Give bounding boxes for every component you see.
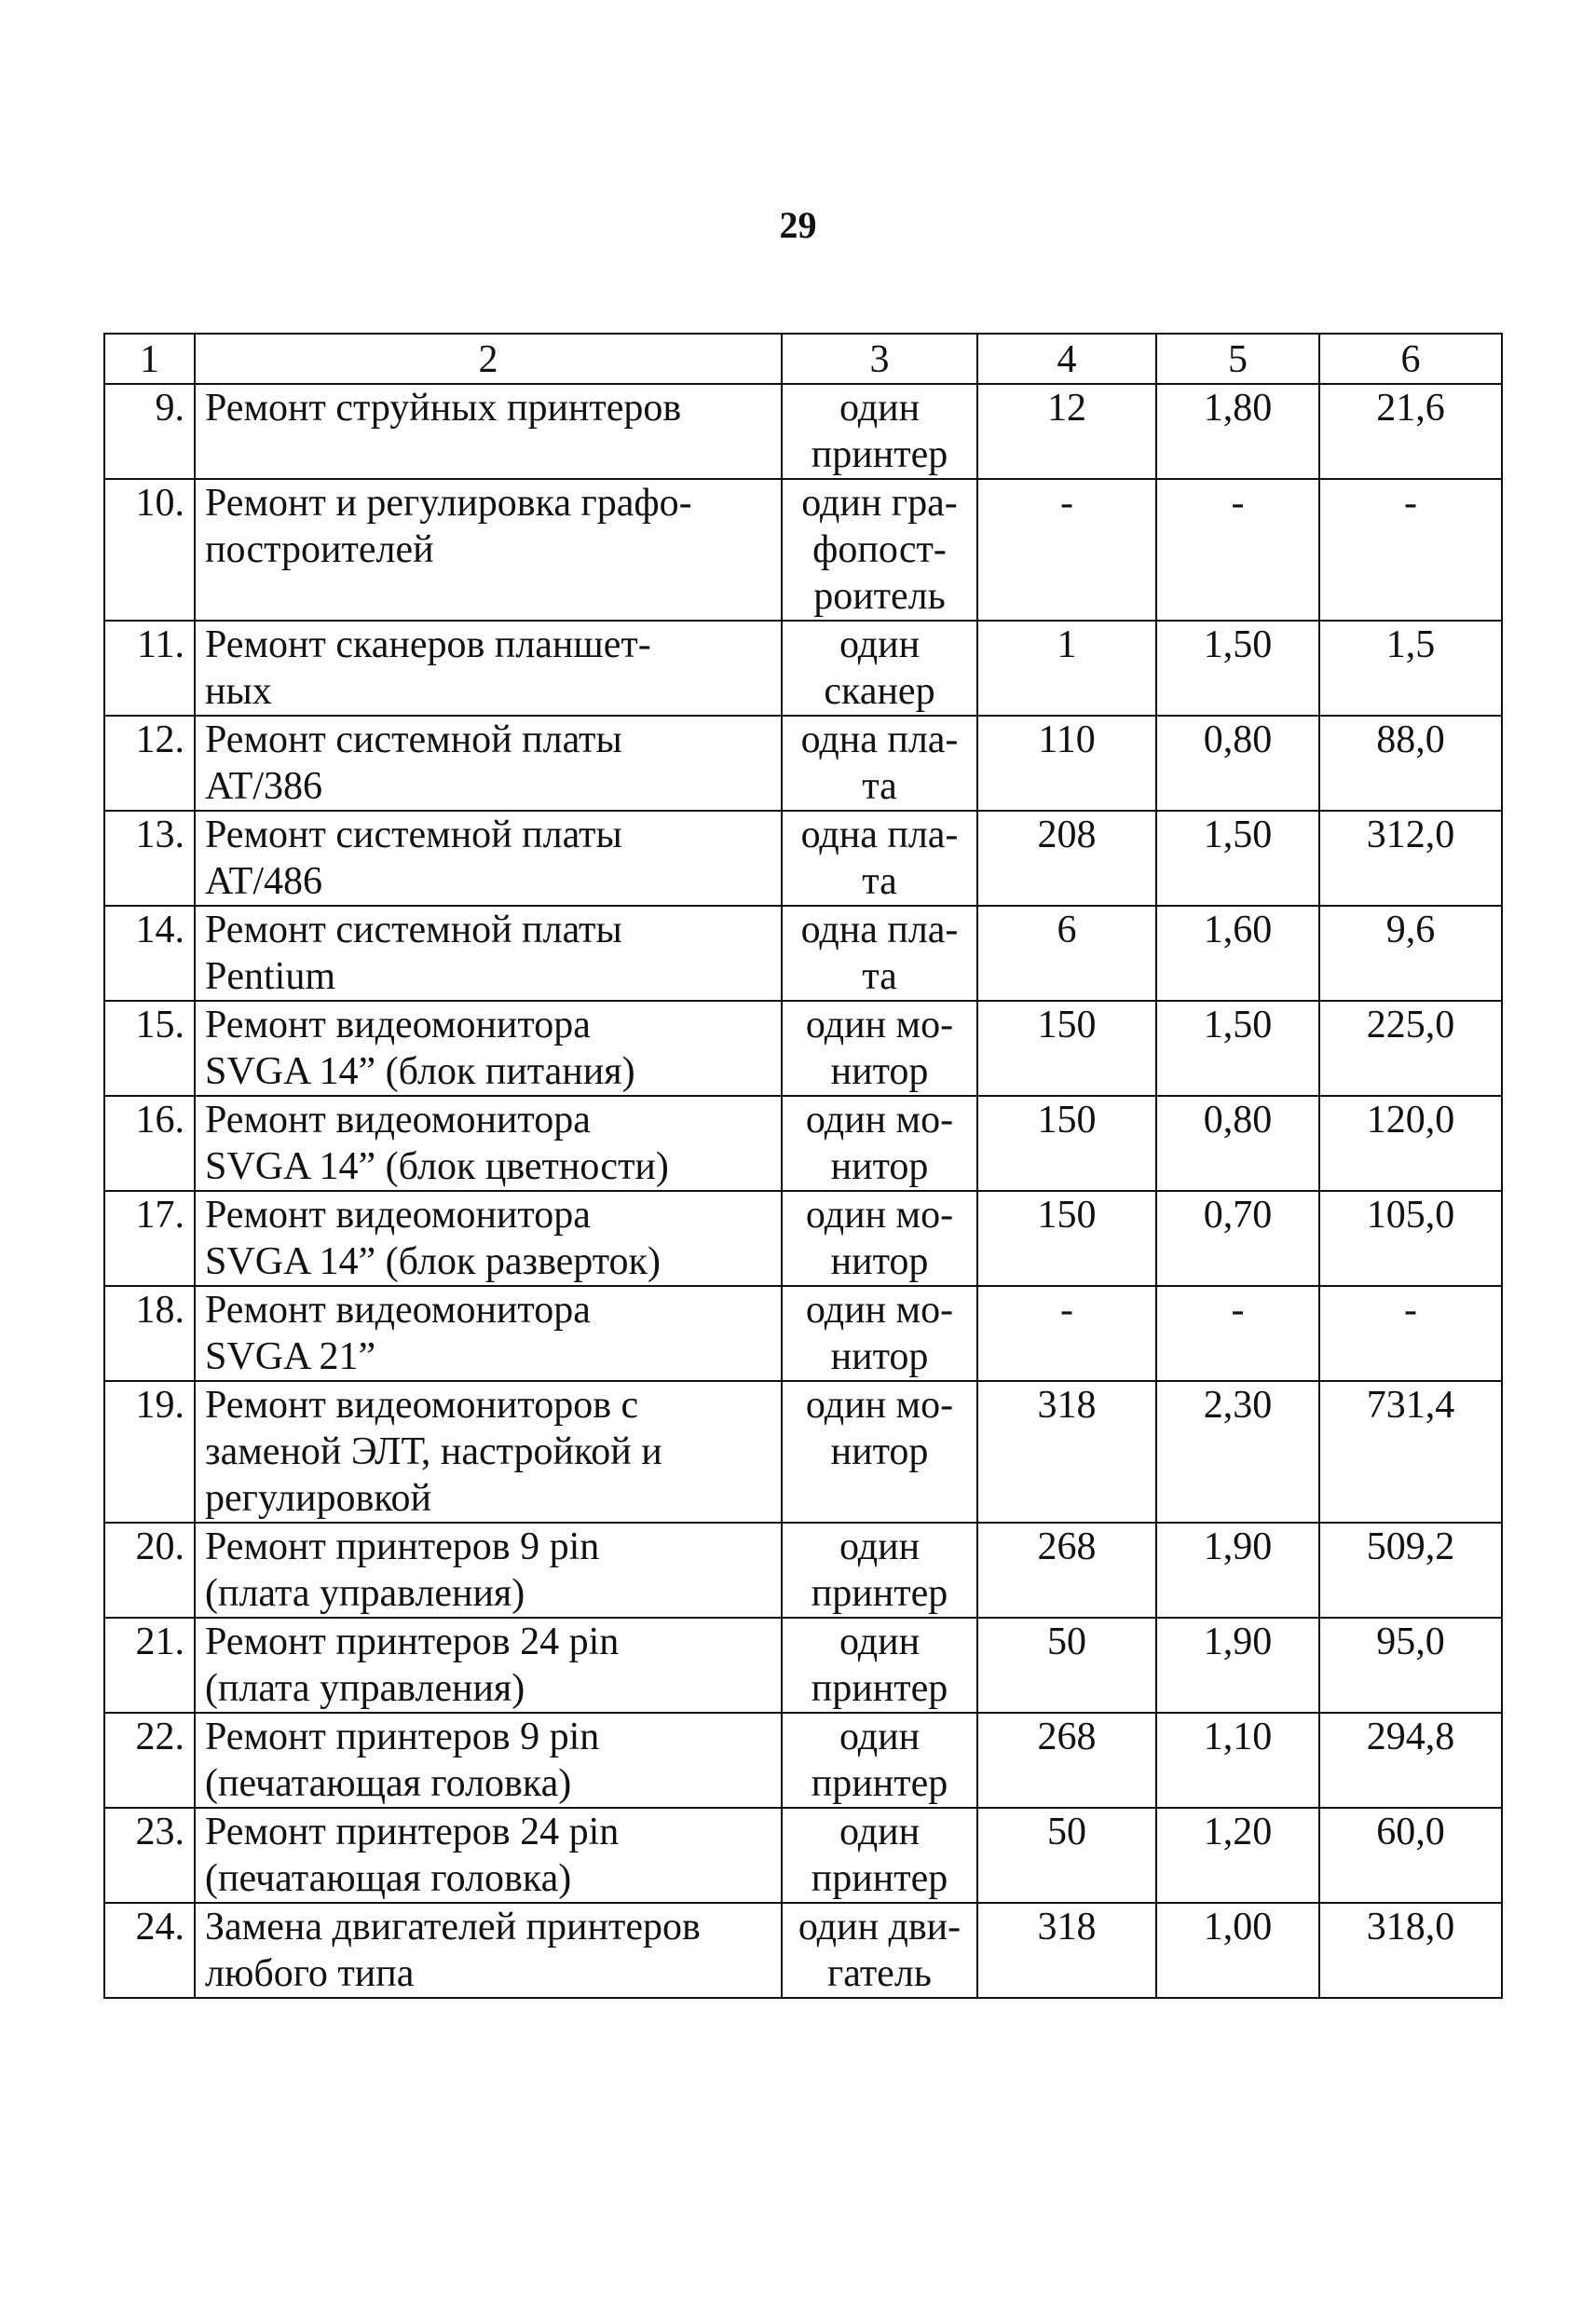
rate-value: 1,20	[1156, 1808, 1319, 1903]
item-name-line: Pentium	[205, 955, 336, 998]
unit-line: принтер	[811, 433, 948, 476]
rate-value: 0,70	[1156, 1191, 1319, 1286]
rate-value: -	[1156, 479, 1319, 621]
unit-line: одна пла-	[800, 718, 959, 761]
item-name	[195, 906, 782, 1001]
item-name-line: Ремонт видеомонитора	[205, 1099, 591, 1142]
row-number: 13.	[104, 811, 195, 906]
item-name-line: Ремонт системной платы	[205, 718, 622, 761]
unit-line: нитор	[830, 1430, 929, 1473]
item-name-line: Ремонт принтеров 9 pin	[205, 1716, 600, 1758]
table-row	[104, 384, 1502, 479]
table-row	[104, 1618, 1502, 1713]
unit-line: принтер	[811, 1762, 948, 1805]
table-row	[104, 1808, 1502, 1903]
unit-of-measure	[782, 906, 977, 1001]
quantity-value: 110	[977, 716, 1156, 811]
row-number: 22.	[104, 1713, 195, 1808]
unit-of-measure	[782, 479, 977, 621]
quantity-value: 268	[977, 1713, 1156, 1808]
row-number: 24.	[104, 1903, 195, 1998]
item-name-line: (печатающая головка)	[205, 1762, 572, 1805]
quantity-value: 150	[977, 1001, 1156, 1096]
unit-of-measure	[782, 1001, 977, 1096]
table-row	[104, 1096, 1502, 1191]
rate-value: 2,30	[1156, 1381, 1319, 1523]
row-number: 9.	[104, 384, 195, 479]
unit-of-measure	[782, 1191, 977, 1286]
item-name	[195, 621, 782, 716]
unit-line: фопост-	[812, 528, 947, 571]
unit-line: один	[839, 623, 921, 666]
table-row	[104, 1903, 1502, 1998]
rate-value: 0,80	[1156, 716, 1319, 811]
item-name	[195, 1191, 782, 1286]
unit-of-measure	[782, 1713, 977, 1808]
rate-value: 1,90	[1156, 1618, 1319, 1713]
item-name	[195, 1903, 782, 1998]
header-row	[104, 334, 1502, 384]
quantity-value: 150	[977, 1191, 1156, 1286]
unit-of-measure	[782, 1523, 977, 1618]
item-name	[195, 1618, 782, 1713]
rate-value: 1,80	[1156, 384, 1319, 479]
unit-of-measure	[782, 1903, 977, 1998]
row-number: 12.	[104, 716, 195, 811]
item-name-line: SVGA 14” (блок питания)	[205, 1050, 635, 1093]
quantity-value: 150	[977, 1096, 1156, 1191]
item-name-line: (плата управления)	[205, 1667, 525, 1710]
item-name-line: Ремонт видеомонитора	[205, 1004, 591, 1046]
row-number: 21.	[104, 1618, 195, 1713]
unit-of-measure	[782, 811, 977, 906]
row-number: 11.	[104, 621, 195, 716]
rate-value: 1,60	[1156, 906, 1319, 1001]
item-name-line: Ремонт видеомонитора	[205, 1194, 591, 1237]
unit-line: та	[862, 765, 897, 808]
unit-line: один мо-	[805, 1099, 954, 1142]
total-value: 60,0	[1319, 1808, 1502, 1903]
total-value: 21,6	[1319, 384, 1502, 479]
total-value: 9,6	[1319, 906, 1502, 1001]
unit-line: принтер	[811, 1857, 948, 1900]
total-value: 225,0	[1319, 1001, 1502, 1096]
item-name-line: Ремонт принтеров 24 pin	[205, 1811, 620, 1853]
total-value: 318,0	[1319, 1903, 1502, 1998]
unit-line: та	[862, 860, 897, 903]
rate-value: -	[1156, 1286, 1319, 1381]
table-row	[104, 1713, 1502, 1808]
table-row	[104, 1381, 1502, 1523]
unit-line: один дви-	[798, 1906, 962, 1949]
unit-line: принтер	[811, 1667, 948, 1710]
item-name-line: Ремонт принтеров 9 pin	[205, 1525, 600, 1568]
table-row	[104, 906, 1502, 1001]
row-number: 10.	[104, 479, 195, 621]
item-name	[195, 811, 782, 906]
item-name	[195, 1713, 782, 1808]
item-name	[195, 1286, 782, 1381]
total-value: 95,0	[1319, 1618, 1502, 1713]
unit-line: один	[839, 387, 921, 430]
page-number: 29	[779, 204, 817, 246]
item-name	[195, 716, 782, 811]
unit-line: принтер	[811, 1572, 948, 1615]
header-col-6: 6	[1319, 334, 1502, 384]
quantity-value: -	[977, 1286, 1156, 1381]
row-number: 20.	[104, 1523, 195, 1618]
table-row	[104, 1523, 1502, 1618]
quantity-value: 12	[977, 384, 1156, 479]
unit-line: нитор	[830, 1240, 929, 1283]
unit-line: нитор	[830, 1145, 929, 1188]
unit-line: сканер	[824, 670, 935, 713]
quantity-value: 1	[977, 621, 1156, 716]
unit-line: один	[839, 1716, 921, 1758]
quantity-value: 50	[977, 1618, 1156, 1713]
quantity-value: 6	[977, 906, 1156, 1001]
row-number: 18.	[104, 1286, 195, 1381]
item-name	[195, 1381, 782, 1523]
item-name-line: Ремонт видеомонитора	[205, 1289, 591, 1332]
total-value: 294,8	[1319, 1713, 1502, 1808]
total-value: -	[1319, 1286, 1502, 1381]
unit-line: один мо-	[805, 1004, 954, 1046]
table-row	[104, 479, 1502, 621]
quantity-value: 208	[977, 811, 1156, 906]
total-value: 120,0	[1319, 1096, 1502, 1191]
total-value: -	[1319, 479, 1502, 621]
row-number: 17.	[104, 1191, 195, 1286]
unit-of-measure	[782, 716, 977, 811]
quantity-value: 268	[977, 1523, 1156, 1618]
total-value: 731,4	[1319, 1381, 1502, 1523]
unit-line: нитор	[830, 1335, 929, 1378]
unit-line: один мо-	[805, 1289, 954, 1332]
header-col-5: 5	[1156, 334, 1319, 384]
item-name-line: регулировкой	[205, 1477, 432, 1520]
item-name-line: Замена двигателей принтеров	[205, 1906, 701, 1949]
unit-line: одна пла-	[800, 909, 959, 951]
unit-line: нитор	[830, 1050, 929, 1093]
item-name-line: Ремонт системной платы	[205, 814, 622, 856]
quantity-value: 50	[977, 1808, 1156, 1903]
quantity-value: -	[977, 479, 1156, 621]
item-name-line: любого типа	[205, 1952, 415, 1995]
unit-of-measure	[782, 1381, 977, 1523]
row-number: 23.	[104, 1808, 195, 1903]
rate-value: 0,80	[1156, 1096, 1319, 1191]
quantity-value: 318	[977, 1903, 1156, 1998]
rate-value: 1,50	[1156, 811, 1319, 906]
item-name-line: SVGA 14” (блок разверток)	[205, 1240, 661, 1283]
unit-of-measure	[782, 1808, 977, 1903]
item-name-line: ных	[205, 670, 272, 713]
item-name-line: Ремонт струйных принтеров	[205, 387, 682, 430]
unit-of-measure	[782, 621, 977, 716]
item-name	[195, 384, 782, 479]
unit-of-measure	[782, 384, 977, 479]
unit-of-measure	[782, 1618, 977, 1713]
item-name	[195, 1001, 782, 1096]
header-col-3: 3	[782, 334, 977, 384]
item-name-line: заменой ЭЛТ, настройкой и	[205, 1430, 662, 1473]
item-name-line: Ремонт видеомониторов с	[205, 1384, 639, 1427]
table-row	[104, 1286, 1502, 1381]
unit-line: один	[839, 1811, 921, 1853]
item-name-line: (печатающая головка)	[205, 1857, 572, 1900]
row-number: 14.	[104, 906, 195, 1001]
rate-value: 1,50	[1156, 1001, 1319, 1096]
row-number: 16.	[104, 1096, 195, 1191]
unit-line: один гра-	[801, 482, 958, 525]
rate-value: 1,10	[1156, 1713, 1319, 1808]
header-col-4: 4	[977, 334, 1156, 384]
rate-value: 1,50	[1156, 621, 1319, 716]
item-name-line: Ремонт сканеров планшет-	[205, 623, 651, 666]
total-value: 88,0	[1319, 716, 1502, 811]
item-name	[195, 1808, 782, 1903]
item-name-line: SVGA 14” (блок цветности)	[205, 1145, 669, 1188]
total-value: 1,5	[1319, 621, 1502, 716]
total-value: 312,0	[1319, 811, 1502, 906]
item-name-line: Ремонт системной платы	[205, 909, 622, 951]
price-table	[103, 333, 1503, 1999]
item-name-line: SVGA 21”	[205, 1335, 376, 1378]
table-row	[104, 811, 1502, 906]
header-col-2: 2	[195, 334, 782, 384]
item-name-line: AT/386	[205, 765, 322, 808]
table-body	[104, 384, 1502, 1998]
unit-line: одна пла-	[800, 814, 959, 856]
row-number: 15.	[104, 1001, 195, 1096]
rate-value: 1,90	[1156, 1523, 1319, 1618]
unit-line: гатель	[827, 1952, 932, 1995]
unit-line: один	[839, 1620, 921, 1663]
table-row	[104, 1001, 1502, 1096]
table-row	[104, 716, 1502, 811]
item-name	[195, 479, 782, 621]
table-row	[104, 1191, 1502, 1286]
total-value: 509,2	[1319, 1523, 1502, 1618]
table-row	[104, 621, 1502, 716]
rate-value: 1,00	[1156, 1903, 1319, 1998]
item-name-line: Ремонт и регулировка графо-	[205, 482, 692, 525]
total-value: 105,0	[1319, 1191, 1502, 1286]
item-name-line: построителей	[205, 528, 434, 571]
quantity-value: 318	[977, 1381, 1156, 1523]
unit-line: один мо-	[805, 1194, 954, 1237]
unit-line: один	[839, 1525, 921, 1568]
header-col-1: 1	[104, 334, 195, 384]
item-name-line: Ремонт принтеров 24 pin	[205, 1620, 620, 1663]
unit-line: та	[862, 955, 897, 998]
unit-of-measure	[782, 1096, 977, 1191]
item-name	[195, 1523, 782, 1618]
unit-line: один мо-	[805, 1384, 954, 1427]
unit-of-measure	[782, 1286, 977, 1381]
item-name	[195, 1096, 782, 1191]
item-name-line: AT/486	[205, 860, 322, 903]
unit-line: роитель	[813, 575, 946, 618]
item-name-line: (плата управления)	[205, 1572, 525, 1615]
row-number: 19.	[104, 1381, 195, 1523]
